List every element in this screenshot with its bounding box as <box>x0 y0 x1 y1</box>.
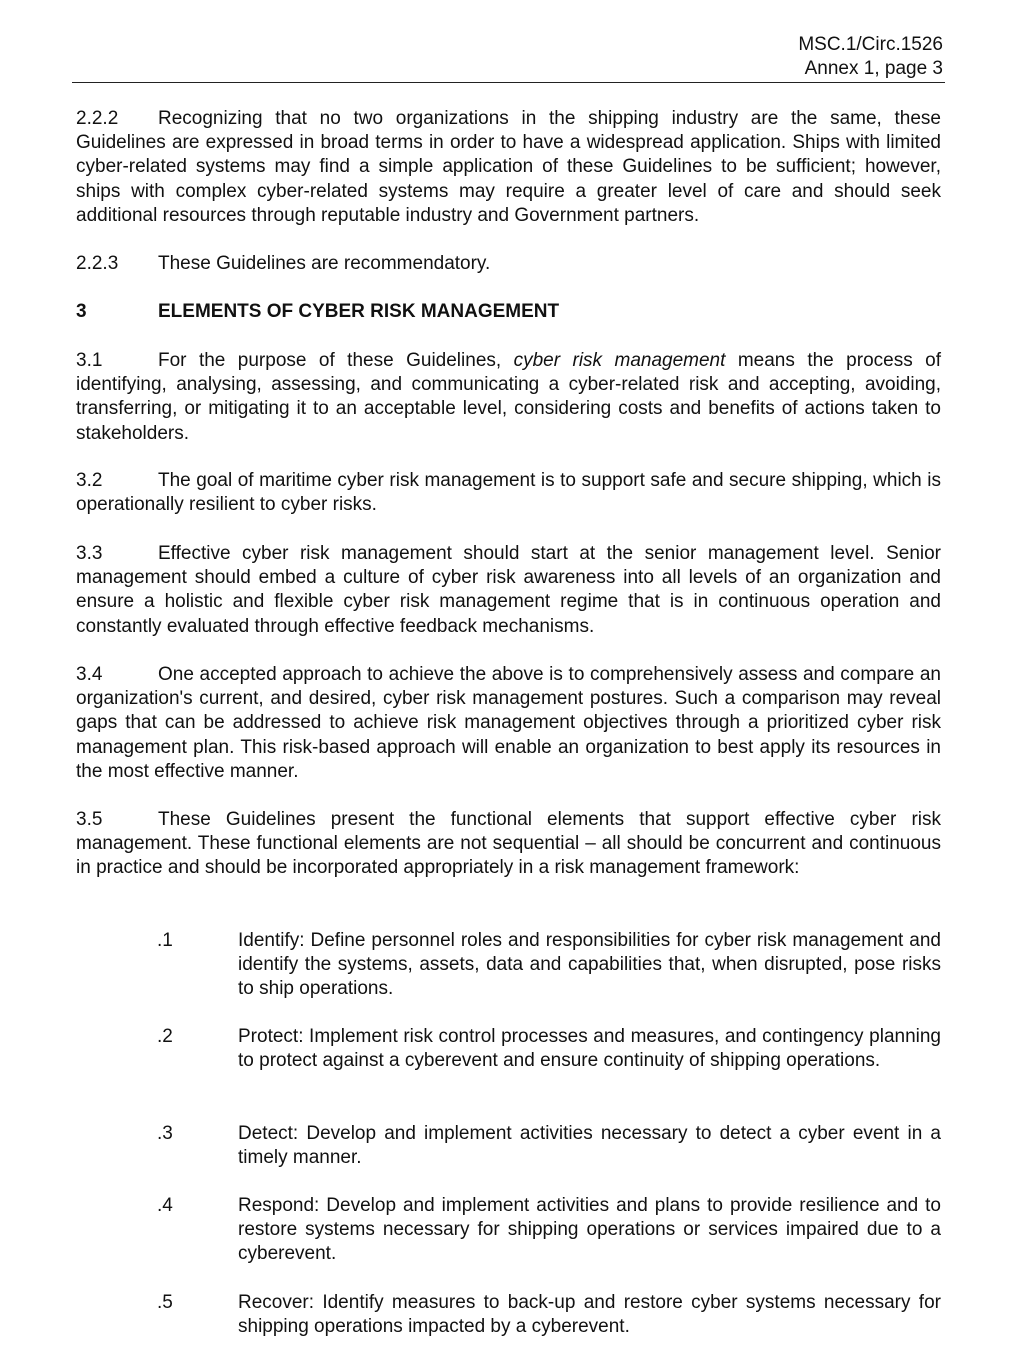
defined-term: cyber risk management <box>513 350 726 371</box>
list-item-detect <box>157 1122 941 1170</box>
paragraph-text: Recognizing that no two organizations in the shipping industry are the same, these Guidelines are expressed in broad terms in order to have a widespread application. Ships with limited cyber-related systems may find a simple application of these Guidelines to be sufficient; however, ships with complex cyber-related systems may require a greater level of care and should seek additional resources through reputable industry and Government partners. <box>76 108 941 226</box>
paragraph-number: 3.4 <box>76 664 103 685</box>
paragraph-3-3 <box>76 542 941 639</box>
paragraph-text: One accepted approach to achieve the above is to comprehensively assess and compare an organization's current, and desired, cyber risk management postures. Such a comparison may reveal gaps that can be addressed to achieve risk management objectives through a prioritized cyber risk management plan. This risk-based approach will enable an organization to best apply its resources in the most effective manner. <box>76 664 941 782</box>
list-item-text: Detect: Develop and implement activities necessary to detect a cyber event in a timely manner. <box>238 1123 941 1169</box>
paragraph-2-2-3 <box>76 252 941 276</box>
header-divider <box>72 82 945 83</box>
list-item-protect <box>157 1025 941 1073</box>
list-item-number: .2 <box>157 1026 173 1047</box>
list-item-text: Protect: Implement risk control processes and measures, and contingency planning to protect against a cyberevent and ensure continuity of shipping operations. <box>238 1026 941 1072</box>
list-item-respond <box>157 1194 941 1267</box>
paragraph-number: 3.1 <box>76 350 103 371</box>
paragraph-3-4 <box>76 663 941 784</box>
paragraph-text-lead: For the purpose of these Guidelines, <box>158 350 514 371</box>
list-item-recover <box>157 1291 941 1339</box>
list-item-number: .3 <box>157 1123 173 1144</box>
section-heading <box>76 300 941 324</box>
list-item-number: .5 <box>157 1292 173 1313</box>
list-item-number: .1 <box>157 930 173 951</box>
document-reference: MSC.1/Circ.1526 <box>798 34 943 55</box>
paragraph-3-1 <box>76 349 941 446</box>
paragraph-number: 2.2.3 <box>76 253 119 274</box>
section-title: ELEMENTS OF CYBER RISK MANAGEMENT <box>158 301 560 322</box>
paragraph-number: 3.3 <box>76 543 103 564</box>
paragraph-text: These Guidelines present the functional elements that support effective cyber risk management. These functional elements are not sequential – all should be concurrent and continuous in practice and should be incorporated appropriately in a risk management framework: <box>76 809 941 879</box>
list-item-number: .4 <box>157 1195 173 1216</box>
paragraph-text-rest: means the process of identifying, analysing, assessing, and communicating a cyber-related risk and accepting, avoiding, transferring, or mitigating it to an acceptable level, considering costs and benefits of actions taken to stakeholders. <box>76 350 941 444</box>
paragraph-number: 3.5 <box>76 809 103 830</box>
paragraph-2-2-2 <box>76 107 941 228</box>
paragraph-number: 3.2 <box>76 470 103 491</box>
paragraph-3-2 <box>76 469 941 517</box>
page-header <box>798 33 943 81</box>
paragraph-text: The goal of maritime cyber risk management is to support safe and secure shipping, which is operationally resilient to cyber risks. <box>76 470 941 516</box>
paragraph-number: 2.2.2 <box>76 108 119 129</box>
list-item-text: Recover: Identify measures to back-up and restore cyber systems necessary for shipping operations impacted by a cyberevent. <box>238 1292 941 1338</box>
list-item-text: Respond: Develop and implement activities and plans to provide resilience and to restore systems necessary for shipping operations or services impaired due to a cyberevent. <box>238 1195 941 1265</box>
list-item-text: Identify: Define personnel roles and responsibilities for cyber risk management and identify the systems, assets, data and capabilities that, when disrupted, pose risks to ship operations. <box>238 930 941 1000</box>
list-item-identify <box>157 929 941 1002</box>
paragraph-text: These Guidelines are recommendatory. <box>158 253 491 274</box>
section-number: 3 <box>76 301 87 322</box>
paragraph-3-5 <box>76 808 941 881</box>
page-reference: Annex 1, page 3 <box>804 58 943 79</box>
paragraph-text: Effective cyber risk management should start at the senior management level. Senior management should embed a culture of cyber risk awareness into all levels of an organization and ensure a holistic and flexible cyber risk management regime that is in continuous operation and constantly evaluated through effective feedback mechanisms. <box>76 543 941 637</box>
